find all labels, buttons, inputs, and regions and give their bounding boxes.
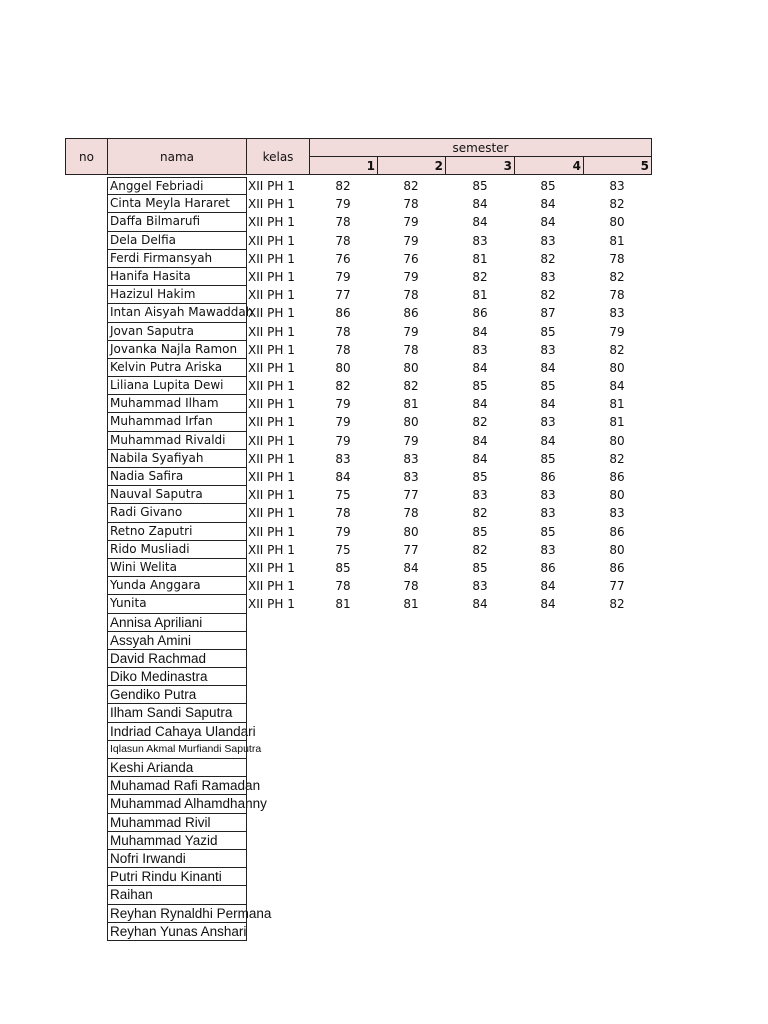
student-name[interactable]: Ilham Sandi Saputra [107, 704, 247, 722]
semester-4-score: 84 [540, 397, 556, 412]
header-no: no [65, 138, 108, 175]
semester-3-score: 84 [472, 360, 488, 375]
student-name[interactable]: Wini Welita [107, 559, 247, 577]
semester-2-score: 84 [403, 560, 419, 575]
semester-2-score: 77 [403, 542, 419, 557]
student-class: XII PH 1 [248, 306, 295, 321]
student-name[interactable]: David Rachmad [107, 650, 247, 668]
semester-1-score: 82 [335, 179, 351, 193]
semester-2-score: 86 [403, 306, 419, 321]
semester-4-score: 83 [540, 342, 556, 357]
semester-3-score: 85 [472, 560, 488, 575]
semester-1-score: 79 [335, 415, 351, 430]
table-row [0, 741, 768, 759]
student-class: XII PH 1 [248, 451, 295, 466]
table-row [0, 905, 768, 923]
semester-3-score: 82 [472, 415, 488, 430]
semester-1-score: 84 [335, 470, 351, 484]
table-row [0, 814, 768, 832]
semester-2-score: 81 [403, 397, 419, 412]
semester-4-score: 85 [540, 379, 556, 394]
table-row [0, 668, 768, 686]
semester-2-score: 82 [403, 179, 419, 193]
semester-1-score: 79 [335, 269, 351, 284]
table-row [0, 232, 768, 250]
semester-4-score: 82 [540, 251, 556, 266]
semester-1-score: 81 [335, 597, 351, 612]
student-name[interactable]: Muhamad Rafi Ramadan [107, 777, 247, 795]
student-name[interactable]: Nofri Irwandi [107, 850, 247, 868]
student-name[interactable]: Muhammad Alhamdhanny [107, 795, 247, 813]
semester-2-score: 81 [403, 597, 419, 612]
student-class: XII PH 1 [248, 506, 295, 521]
semester-4-score: 84 [540, 579, 556, 594]
semester-2-score: 82 [403, 379, 419, 394]
student-name[interactable]: Anggel Febriadi [107, 177, 247, 195]
semester-3-score: 83 [472, 488, 488, 503]
semester-3-score: 81 [472, 288, 488, 303]
table-row [0, 850, 768, 868]
student-name[interactable]: Raihan [107, 886, 247, 904]
semester-3-score: 83 [472, 579, 488, 594]
table-row [0, 359, 768, 377]
student-name[interactable]: Reyhan Rynaldhi Permana [107, 905, 247, 923]
semester-1-score: 76 [335, 251, 351, 266]
semester-1-score: 78 [335, 324, 351, 339]
semester-2-score: 78 [403, 506, 419, 521]
semester-5-score: 83 [609, 506, 625, 521]
table-row [0, 177, 768, 195]
student-class: XII PH 1 [248, 433, 295, 448]
semester-3-score: 84 [472, 197, 488, 212]
semester-5-score: 80 [609, 542, 625, 557]
semester-2-score: 79 [403, 233, 419, 248]
semester-5-score: 79 [609, 324, 625, 339]
student-class: XII PH 1 [248, 560, 295, 575]
student-name[interactable]: Iqlasun Akmal Murfiandi Saputra [107, 741, 247, 759]
semester-5-score: 80 [609, 433, 625, 448]
semester-1-score: 75 [335, 488, 351, 503]
semester-4-score: 84 [540, 197, 556, 212]
header-nama: nama [107, 138, 247, 175]
semester-2-score: 80 [403, 415, 419, 430]
table-row [0, 413, 768, 431]
student-class: XII PH 1 [248, 324, 295, 339]
semester-3-score: 84 [472, 215, 488, 230]
semester-2-score: 78 [403, 579, 419, 594]
semester-1-score: 79 [335, 524, 351, 539]
semester-4-score: 83 [540, 542, 556, 557]
semester-2-score: 83 [403, 470, 419, 484]
student-name[interactable]: Muhammad Rivaldi [107, 432, 247, 450]
semester-4-score: 83 [540, 415, 556, 430]
semester-4-score: 82 [540, 288, 556, 303]
table-row [0, 577, 768, 595]
table-row [0, 395, 768, 413]
semester-3-score: 85 [472, 179, 488, 193]
semester-4-score: 85 [540, 524, 556, 539]
semester-2-score: 78 [403, 197, 419, 212]
student-class: XII PH 1 [248, 524, 295, 539]
semester-5-score: 86 [609, 470, 625, 484]
semester-4-score: 86 [540, 470, 556, 484]
semester-5-score: 83 [609, 179, 625, 193]
student-class: XII PH 1 [248, 579, 295, 594]
student-name[interactable]: Diko Medinastra [107, 668, 247, 686]
student-class: XII PH 1 [248, 597, 295, 612]
header-semester: semester [309, 138, 652, 157]
student-class: XII PH 1 [248, 397, 295, 412]
header-semester-1: 1 [309, 156, 378, 175]
table-row [0, 304, 768, 322]
table-row [0, 559, 768, 577]
table-row [0, 795, 768, 813]
semester-2-score: 80 [403, 524, 419, 539]
table-row [0, 468, 768, 486]
student-class: XII PH 1 [248, 542, 295, 557]
semester-1-score: 79 [335, 433, 351, 448]
semester-4-score: 85 [540, 324, 556, 339]
semester-3-score: 84 [472, 397, 488, 412]
semester-1-score: 79 [335, 197, 351, 212]
semester-1-score: 79 [335, 397, 351, 412]
semester-4-score: 83 [540, 488, 556, 503]
semester-4-score: 85 [540, 451, 556, 466]
header-semester-2: 2 [377, 156, 446, 175]
student-name[interactable]: Annisa Apriliani [107, 614, 247, 632]
table-row [0, 268, 768, 286]
semester-5-score: 82 [609, 197, 625, 212]
semester-5-score: 86 [609, 524, 625, 539]
semester-3-score: 86 [472, 306, 488, 321]
student-name[interactable]: Nadia Safira [107, 468, 247, 486]
student-name[interactable]: Rido Musliadi [107, 541, 247, 559]
semester-2-score: 79 [403, 215, 419, 230]
semester-5-score: 86 [609, 560, 625, 575]
semester-4-score: 84 [540, 597, 556, 612]
semester-4-score: 83 [540, 233, 556, 248]
semester-2-score: 78 [403, 342, 419, 357]
semester-5-score: 82 [609, 342, 625, 357]
student-name[interactable]: Muhammad Irfan [107, 413, 247, 431]
table-row [0, 614, 768, 632]
student-name[interactable]: Daffa Bilmarufi [107, 213, 247, 231]
student-class: XII PH 1 [248, 269, 295, 284]
student-name[interactable]: Keshi Arianda [107, 759, 247, 777]
semester-5-score: 77 [609, 579, 625, 594]
semester-3-score: 84 [472, 597, 488, 612]
semester-3-score: 82 [472, 542, 488, 557]
student-class: XII PH 1 [248, 197, 295, 212]
table-row [0, 923, 768, 941]
table-row [0, 250, 768, 268]
table-row [0, 213, 768, 231]
semester-1-score: 86 [335, 306, 351, 321]
semester-5-score: 80 [609, 488, 625, 503]
student-name[interactable]: Muhammad Yazid [107, 832, 247, 850]
table-row [0, 704, 768, 722]
table-row [0, 432, 768, 450]
student-class: XII PH 1 [248, 360, 295, 375]
student-name[interactable]: Muhammad Ilham [107, 395, 247, 413]
student-name[interactable]: Yunda Anggara [107, 577, 247, 595]
table-row [0, 777, 768, 795]
table-row [0, 632, 768, 650]
student-name[interactable]: Radi Givano [107, 504, 247, 522]
table-row [0, 323, 768, 341]
semester-4-score: 87 [540, 306, 556, 321]
student-name[interactable]: Dela Delfia [107, 232, 247, 250]
semester-3-score: 84 [472, 433, 488, 448]
semester-1-score: 78 [335, 579, 351, 594]
semester-2-score: 79 [403, 324, 419, 339]
semester-2-score: 80 [403, 360, 419, 375]
semester-1-score: 85 [335, 560, 351, 575]
student-name[interactable]: Indriad Cahaya Ulandari [107, 723, 247, 741]
semester-1-score: 75 [335, 542, 351, 557]
semester-5-score: 84 [609, 379, 625, 394]
semester-3-score: 83 [472, 233, 488, 248]
semester-4-score: 84 [540, 215, 556, 230]
student-name[interactable]: Muhammad Rivil [107, 814, 247, 832]
semester-2-score: 78 [403, 288, 419, 303]
table-row [0, 486, 768, 504]
semester-3-score: 85 [472, 379, 488, 394]
semester-4-score: 85 [540, 179, 556, 193]
table-row [0, 686, 768, 704]
table-row [0, 523, 768, 541]
header-semester-3: 3 [445, 156, 515, 175]
table-row [0, 650, 768, 668]
student-class: XII PH 1 [248, 342, 295, 357]
semester-3-score: 85 [472, 470, 488, 484]
table-row [0, 341, 768, 359]
semester-2-score: 79 [403, 269, 419, 284]
table-row [0, 759, 768, 777]
table-row [0, 832, 768, 850]
table-row [0, 450, 768, 468]
table-row [0, 195, 768, 213]
student-class: XII PH 1 [248, 179, 295, 193]
header-semester-5: 5 [583, 156, 652, 175]
semester-5-score: 82 [609, 269, 625, 284]
table-row [0, 868, 768, 886]
semester-5-score: 81 [609, 397, 625, 412]
semester-3-score: 81 [472, 251, 488, 266]
table-row [0, 504, 768, 522]
table-row [0, 286, 768, 304]
student-name[interactable]: Retno Zaputri [107, 523, 247, 541]
semester-3-score: 84 [472, 451, 488, 466]
semester-5-score: 80 [609, 360, 625, 375]
student-name[interactable]: Cinta Meyla Hararet [107, 195, 247, 213]
semester-5-score: 78 [609, 288, 625, 303]
student-name[interactable]: Liliana Lupita Dewi [107, 377, 247, 395]
student-class: XII PH 1 [248, 470, 295, 484]
student-class: XII PH 1 [248, 488, 295, 503]
student-name[interactable]: Gendiko Putra [107, 686, 247, 704]
semester-4-score: 84 [540, 433, 556, 448]
student-class: XII PH 1 [248, 233, 295, 248]
semester-3-score: 83 [472, 342, 488, 357]
student-name[interactable]: Kelvin Putra Ariska [107, 359, 247, 377]
semester-2-score: 79 [403, 433, 419, 448]
student-table-body [0, 177, 768, 941]
semester-1-score: 77 [335, 288, 351, 303]
semester-1-score: 78 [335, 215, 351, 230]
student-class: XII PH 1 [248, 251, 295, 266]
semester-2-score: 76 [403, 251, 419, 266]
semester-1-score: 78 [335, 233, 351, 248]
student-name[interactable]: Hanifa Hasita [107, 268, 247, 286]
semester-5-score: 83 [609, 306, 625, 321]
semester-4-score: 83 [540, 506, 556, 521]
student-name[interactable]: Jovan Saputra [107, 323, 247, 341]
table-row [0, 723, 768, 741]
semester-2-score: 77 [403, 488, 419, 503]
semester-5-score: 81 [609, 233, 625, 248]
semester-1-score: 78 [335, 342, 351, 357]
semester-5-score: 82 [609, 451, 625, 466]
student-name[interactable]: Assyah Amini [107, 632, 247, 650]
student-class: XII PH 1 [248, 379, 295, 394]
semester-3-score: 82 [472, 269, 488, 284]
semester-3-score: 82 [472, 506, 488, 521]
table-row [0, 595, 768, 613]
header-semester-4: 4 [514, 156, 584, 175]
student-class: XII PH 1 [248, 215, 295, 230]
semester-3-score: 84 [472, 324, 488, 339]
student-name[interactable]: Nabila Syafiyah [107, 450, 247, 468]
student-name[interactable]: Putri Rindu Kinanti [107, 868, 247, 886]
semester-1-score: 83 [335, 451, 351, 466]
semester-1-score: 78 [335, 506, 351, 521]
student-name[interactable]: Hazizul Hakim [107, 286, 247, 304]
semester-4-score: 83 [540, 269, 556, 284]
table-row [0, 377, 768, 395]
student-name[interactable]: Ferdi Firmansyah [107, 250, 247, 268]
student-name[interactable]: Intan Aisyah Mawaddah [107, 304, 247, 322]
semester-3-score: 85 [472, 524, 488, 539]
semester-1-score: 80 [335, 360, 351, 375]
student-class: XII PH 1 [248, 415, 295, 430]
student-class: XII PH 1 [248, 288, 295, 303]
semester-5-score: 78 [609, 251, 625, 266]
student-name[interactable]: Nauval Saputra [107, 486, 247, 504]
semester-4-score: 84 [540, 360, 556, 375]
semester-1-score: 82 [335, 379, 351, 394]
semester-2-score: 83 [403, 451, 419, 466]
table-row [0, 886, 768, 904]
semester-5-score: 81 [609, 415, 625, 430]
semester-4-score: 86 [540, 560, 556, 575]
table-row [0, 541, 768, 559]
student-name[interactable]: Yunita [107, 595, 247, 613]
semester-5-score: 82 [609, 597, 625, 612]
header-kelas: kelas [246, 138, 310, 175]
student-name[interactable]: Reyhan Yunas Anshari [107, 923, 247, 941]
semester-5-score: 80 [609, 215, 625, 230]
student-name[interactable]: Jovanka Najla Ramon [107, 341, 247, 359]
